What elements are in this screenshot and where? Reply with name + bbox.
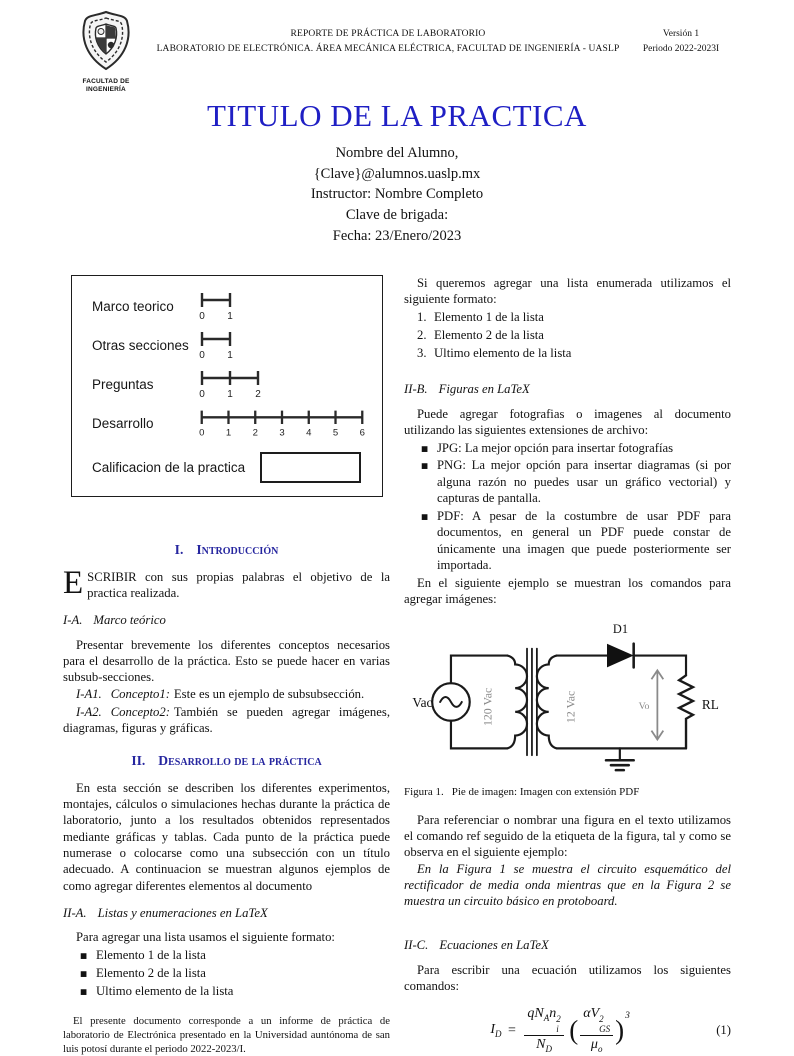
logo-caption-line1: FACULTAD DE [82,78,130,85]
subsection-number: II-A. [63,906,87,921]
dropcap: E [63,564,84,601]
subsub-title: Concepto1: [110,687,170,702]
enum-intro-paragraph: Si queremos agregar una lista enumerada utilizamos el siguiente formato: [404,276,731,307]
list-item: ■ JPG: La mejor opción para insertar fotografías [404,440,731,456]
rubric-row-desarrollo [92,409,368,439]
bullet-marker [421,457,437,506]
source-label: Vac [412,695,433,711]
figure-1-circuit [404,619,731,779]
left-column [63,275,390,1056]
svg-text:2: 2 [255,389,261,401]
intro-paragraph [63,564,390,602]
author-name: Nombre del Alumno, [335,145,459,162]
equation-body: $I_D$ = $qN_An$ 2 i $N_D$ ( αV 2 GS $\mu_o$ )$^3$ [490,1006,630,1055]
header-center [145,10,631,57]
rubric-scale-0-6 [196,409,368,439]
intro-rest: con sus propias palabras el objetivo de la practica realizada. [87,569,390,600]
desarrollo-paragraph: En esta sección se describen los diferentes experimentos, montajes, cálculos o simulaciones hechas durante la práctica de laboratorio, junto a los resultados obtenidos representados mediante gráficas y tablas. Cada punto de la práctica puede numerase o colocarse como una subsección con un título adecuado. A continuacion se muestran algunos ejemplos de como agregar diferentes elementos al documento [63,780,390,893]
subsub-number: I-A2. [76,704,102,719]
svg-text:0: 0 [199,311,205,323]
fraction-1: $qN_An$ 2 i $N_D$ [524,1006,563,1054]
author-date: Fecha: 23/Enero/2023 [332,227,462,244]
right-column [404,275,731,1056]
diode-label: D1 [612,622,629,637]
subsection-number: I-A. [63,613,83,628]
author-instructor: Instructor: Nombre Completo [310,186,484,203]
svg-text:0: 0 [199,389,205,401]
rubric-label: Otras secciones [92,338,189,354]
faculty-crest-icon [80,10,132,72]
lists-intro-paragraph: Para agregar una lista usamos el siguiente formato: [76,930,335,945]
intro-lead: SCRIBIR [87,569,137,584]
bullet-marker [80,965,96,981]
subsub-title: Concepto2: [110,704,170,719]
subsection-heading-listas [63,905,390,921]
section-number: II. [131,753,146,769]
subsection-number: II-B. [404,382,428,397]
bullet-marker [80,947,96,963]
author-brigade: Clave de brigada: [345,206,449,223]
equation-1 [404,1006,731,1054]
rectifier-circuit-diagram [404,619,731,779]
marco-paragraph: Presentar brevemente los diferentes conceptos necesarios para el desarrollo de la práctica. Esto se puede hacer en varias subsub-secciones. [63,637,390,685]
svg-text:6: 6 [359,427,365,439]
section-heading-desarrollo [63,752,390,769]
subsection-number: II-C. [404,938,429,953]
svg-text:1: 1 [227,389,233,401]
rubric-grade-row [92,452,368,483]
subsection-title: Marco teórico [93,613,166,628]
rubric-label: Desarrollo [92,416,154,432]
equation-intro-paragraph: Para escribir una ecuación utilizamos los siguientes comandos: [404,962,731,994]
fraction-2: αV 2 GS $\mu_o$ [580,1006,613,1054]
figure-caption-text: Pie de imagen: Imagen con extensión PDF [451,786,640,799]
author-block [63,143,731,246]
header-version-block [631,10,731,57]
header-report-line: REPORTE DE PRÁCTICA DE LABORATORIO [290,29,486,39]
list-item: 3. Ultimo elemento de la lista [417,345,572,360]
subsub-text: Este es un ejemplo de subsubsección. [173,687,365,702]
list-item: ■ Elemento 2 de la lista [63,965,390,981]
list-item: ■ PNG: La mejor opción para insertar diagramas (si por alguna razón no puedes usar un gráfico vectorial) y capturas de pantalla. [404,457,731,506]
subsection-heading-figuras [404,381,731,397]
rubric-figure [71,275,383,497]
header-period: Periodo 2022-2023I [642,44,720,55]
diode-icon [607,644,634,668]
section-number: I. [174,542,184,558]
svg-text:2: 2 [252,427,258,439]
primary-voltage-label: 120 Vac [480,688,495,727]
reference-example-paragraph: En la Figura 1 se muestra el circuito esquemático del rectificador de media onda mientras que en la Figura 2 se muestra un circuito básico en protoboard. [404,861,731,909]
figure-caption [404,785,731,799]
figure-caption-label: Figura 1. [404,786,444,799]
subsection-title: Listas y enumeraciones en LaTeX [97,906,268,921]
list-item: 2. Elemento 2 de la lista [417,328,544,343]
rubric-row-marco [92,292,368,322]
list-item: ■ Ultimo elemento de la lista [63,983,390,999]
author-email: {Clave}@alumnos.uaslp.mx [313,165,481,182]
svg-text:5: 5 [332,427,339,439]
rubric-label: Marco teorico [92,299,174,315]
logo-caption-line2: INGENIERÍA [86,86,126,94]
enum-number: 3. [417,345,427,360]
bullet-list [63,947,390,999]
list-item: ■ PDF: A pesar de la costumbre de usar PDF para documentos, en general un PDF puede constar de únicamente una imagen que puede posteriormente ser importada. [404,508,731,573]
enum-number: 2. [417,328,427,343]
list-item: 1. Elemento 1 de la lista [417,310,544,325]
subsub-number: I-A1. [76,687,102,702]
figures-paragraph: Puede agregar fotografias o imagenes al documento utilizando las siguientes extensiones de archivo: [404,406,731,437]
svg-text:1: 1 [227,311,233,323]
subsection-title: Ecuaciones en LaTeX [439,938,549,953]
section-title: Desarrollo de la práctica [158,753,322,769]
subsubsection-concepto2 [63,704,390,737]
subsubsection-concepto1 [63,686,390,702]
document-title: TITULO DE LA PRACTICA [207,98,587,134]
enumerated-list [404,309,731,361]
section-heading-introduccion [63,541,390,558]
rubric-scale-0-2 [196,370,264,400]
header-lab-line: LABORATORIO DE ELECTRÓNICA. ÁREA MECÁNICA ELÉCTRICA, FACULTAD DE INGENIERÍA - UASLP [156,44,620,55]
university-logo [67,10,145,94]
secondary-voltage-label: 12 Vac [563,690,578,724]
vo-label: Vo [638,701,650,713]
subsection-heading-marco-teorico [63,612,390,628]
svg-text:0: 0 [199,350,205,362]
load-label: RL [701,697,719,713]
svg-text:4: 4 [306,427,312,439]
rubric-scale-0-1 [196,292,236,322]
svg-text:1: 1 [225,427,232,439]
rubric-row-preguntas [92,370,368,400]
section-title: Introducción [196,542,279,558]
rubric-scale-0-1 [196,331,236,361]
grade-input-box [260,452,361,483]
subsub-text: También se pueden agregar imágenes, diagramas, figuras y gráficas. [63,704,390,736]
rubric-label: Preguntas [92,377,154,393]
example-paragraph: En el siguiente ejemplo se muestran los comandos para agregar imágenes: [404,575,731,606]
grade-label: Calificacion de la practica [92,459,246,475]
page-header [63,10,731,94]
subsection-title: Figuras en LaTeX [438,382,530,397]
header-version: Versión 1 [662,29,700,39]
svg-text:1: 1 [227,350,233,362]
bullet-marker [80,983,96,999]
list-item: ■ Elemento 1 de la lista [63,947,390,963]
enum-number: 1. [417,310,427,325]
thanks-footnote: El presente documento corresponde a un informe de práctica de laboratorio de Electrónica presentado en la Universidad auntónoma de san luis potosí durante el periodo 2022-2023/I. [63,1015,390,1056]
reference-paragraph: Para referenciar o nombrar una figura en el texto utilizamos el comando ref seguido de la etiqueta de la figura, tal y como se observa en el siguiente ejemplo: [404,812,731,860]
svg-text:3: 3 [279,427,285,439]
rubric-row-otras [92,331,368,361]
bullet-marker [421,508,437,573]
svg-text:0: 0 [199,427,205,439]
bullet-marker [421,440,437,456]
subsection-heading-ecuaciones [404,937,731,953]
equation-number: (1) [716,1023,731,1038]
extensions-bullet-list [404,440,731,574]
